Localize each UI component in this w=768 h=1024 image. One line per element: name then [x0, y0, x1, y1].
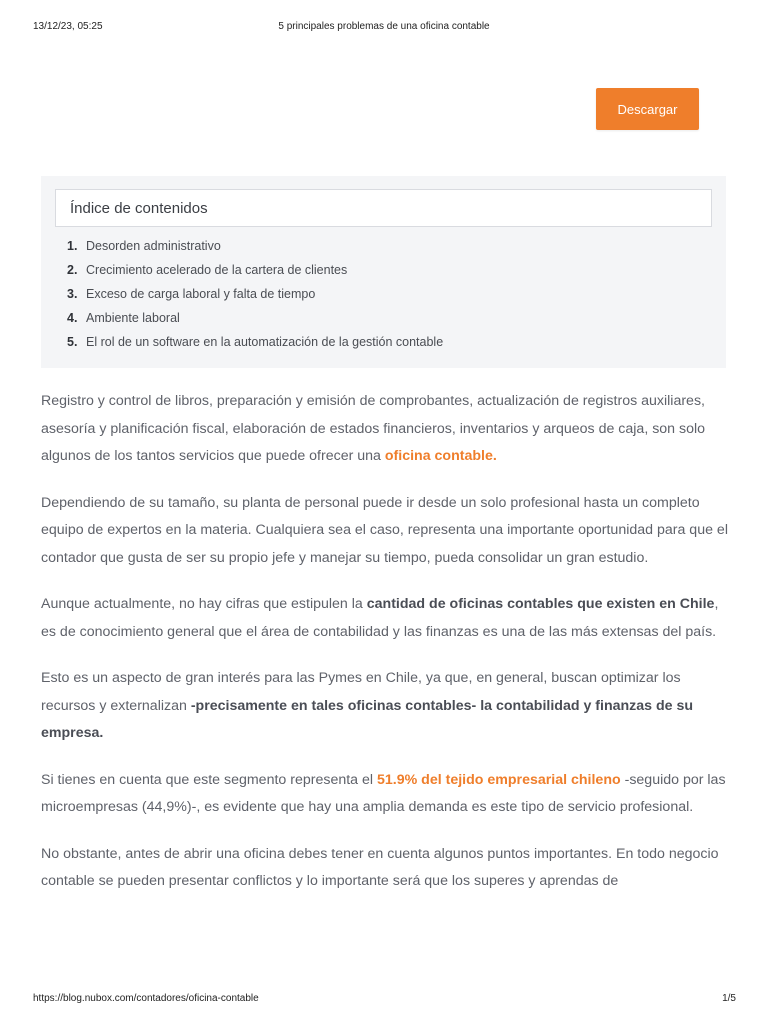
toc-item[interactable] [67, 237, 443, 261]
paragraph-text: Esto es un aspecto de gran interés para las Pymes en Chile, ya que, en general, buscan optimizar los recursos y externalizan [41, 670, 681, 714]
toc-item[interactable] [67, 285, 443, 309]
paragraph-4 [41, 665, 731, 748]
table-of-contents [41, 176, 726, 368]
download-button[interactable]: Descargar [596, 88, 699, 130]
toc-item-number: 1. [67, 239, 78, 253]
toc-item-link[interactable]: Exceso de carga laboral y falta de tiempo [86, 287, 316, 301]
paragraph-text: Aunque actualmente, no hay cifras que estipulen la [41, 596, 367, 612]
print-date: 13/12/23, 05:25 [33, 21, 103, 32]
paragraph-text: , es de conocimiento general que el área de contabilidad y las finanzas es una de las más extensas del país. [41, 596, 719, 640]
paragraph-text: Si tienes en cuenta que este segmento representa el [41, 771, 377, 788]
print-url: https://blog.nubox.com/contadores/oficina-contable [33, 993, 259, 1004]
toc-item-number: 3. [67, 287, 78, 301]
bold-text: cantidad de oficinas contables que existen en Chile [366, 596, 715, 612]
toc-heading[interactable]: Índice de contenidos [55, 189, 712, 227]
toc-item[interactable] [67, 333, 443, 357]
toc-list [67, 237, 443, 357]
toc-item-link[interactable]: El rol de un software en la automatización de la gestión contable [86, 335, 444, 349]
toc-item-number: 2. [67, 263, 78, 277]
paragraph-text: -seguido por las microempresas (44,9%)-, es evidente que hay una amplia demanda es este tipo de servicio profesional. [41, 771, 726, 815]
print-title: 5 principales problemas de una oficina contable [278, 21, 490, 32]
toc-item-number: 5. [67, 335, 78, 349]
paragraph-2: Dependiendo de su tamaño, su planta de personal puede ir desde un solo profesional hasta un completo equipo de expertos en la materia. Cualquiera sea el caso, representa una importante oportunidad para que el contador que gusta de ser su propio jefe y manejar su tiempo, pueda consolidar un gran estudio. [41, 494, 728, 566]
page-number: 1/5 [722, 993, 736, 1004]
toc-item-link[interactable]: Ambiente laboral [86, 311, 180, 325]
tejido-empresarial-link[interactable]: 51.9% del tejido empresarial chileno [377, 771, 621, 788]
toc-item-number: 4. [67, 311, 78, 325]
toc-item-link[interactable]: Crecimiento acelerado de la cartera de clientes [86, 263, 348, 277]
oficina-contable-link[interactable]: oficina contable. [384, 448, 497, 464]
paragraph-text: Registro y control de libros, preparación y emisión de comprobantes, actualización de registros auxiliares, asesoría y planificación fiscal, elaboración de estados financieros, inventarios y arqueos de caja, son solo algunos de los tantos servicios que puede ofrecer una [41, 393, 706, 464]
paragraph-3 [41, 591, 731, 646]
paragraph-1 [41, 388, 731, 471]
bold-text: -precisamente en tales oficinas contables- la contabilidad y finanzas de su empresa. [41, 697, 694, 741]
toc-item-link[interactable]: Desorden administrativo [86, 239, 221, 253]
toc-item[interactable] [67, 309, 443, 333]
paragraph-6: No obstante, antes de abrir una oficina debes tener en cuenta algunos puntos importantes. En todo negocio contable se pueden presentar conflictos y lo importante será que los superes y aprendas de [41, 845, 719, 889]
toc-item[interactable] [67, 261, 443, 285]
article-body [41, 388, 731, 915]
paragraph-5 [41, 767, 731, 822]
